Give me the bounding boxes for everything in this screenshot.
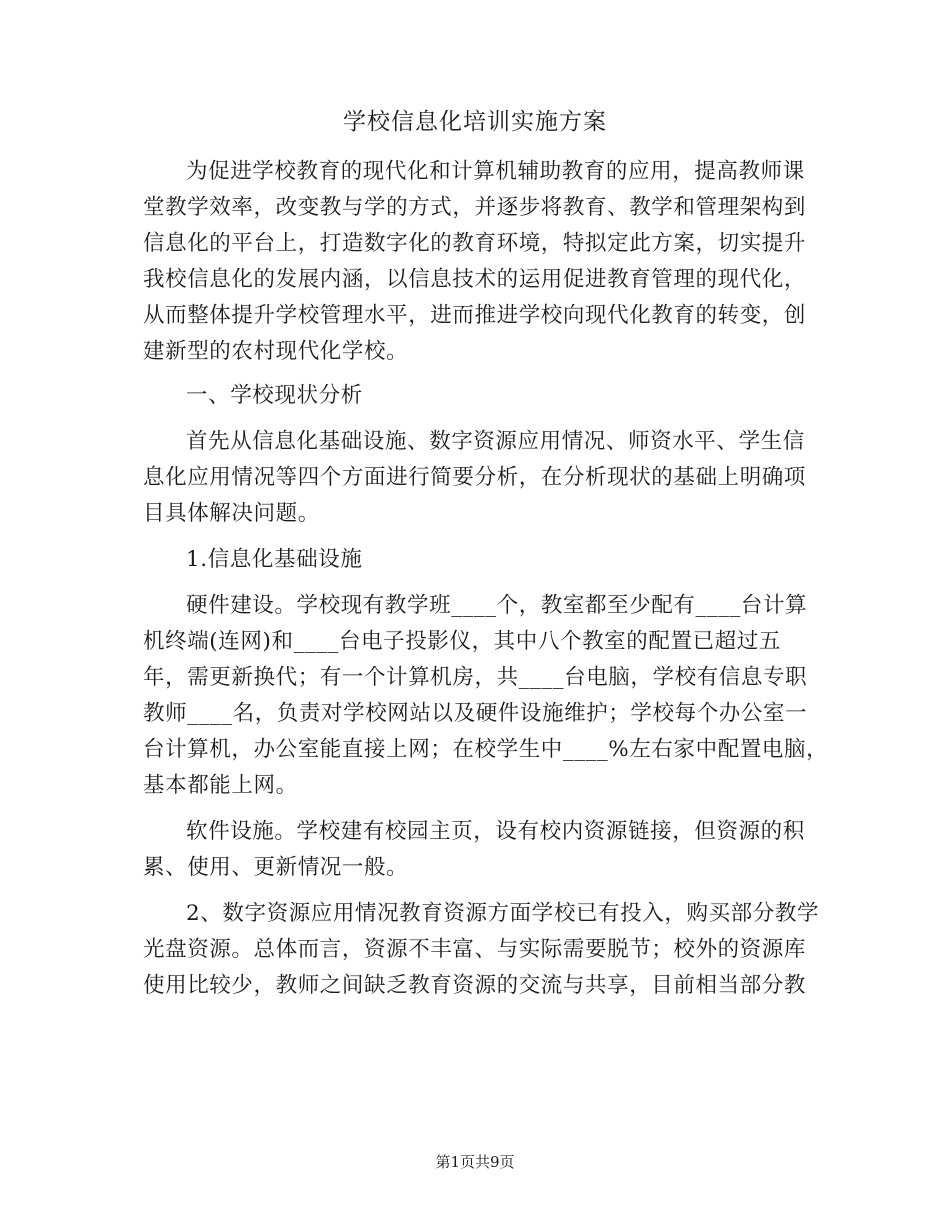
body-line: 目具体解决问题。: [143, 501, 320, 526]
body-line: 教师____名，负责对学校网站以及硬件设施维护；学校每个办公室一: [143, 701, 808, 726]
body-line: 首先从信息化基础设施、数字资源应用情况、师资水平、学生信: [186, 429, 805, 454]
body-line: 硬件建设。学校现有教学班____个，教室都至少配有____台计算: [186, 593, 808, 618]
body-line: 我校信息化的发展内涵，以信息技术的运用促进教育管理的现代化，: [143, 267, 807, 292]
body-line: 从而整体提升学校管理水平，进而推进学校向现代化教育的转变，创: [143, 303, 807, 328]
body-line: 基本都能上网。: [143, 773, 298, 798]
page-number: 第1页共9页: [435, 1153, 515, 1171]
document-title: 学校信息化培训实施方案: [343, 109, 607, 135]
body-line: 2、数字资源应用情况教育资源方面学校已有投入，购买部分教学: [186, 901, 820, 926]
body-line: 堂教学效率，改变教与学的方式，并逐步将教育、教学和管理架构到: [143, 195, 807, 220]
body-line: 软件设施。学校建有校园主页，设有校内资源链接，但资源的积: [186, 819, 805, 844]
body-line: 息化应用情况等四个方面进行简要分析，在分析现状的基础上明确项: [143, 465, 807, 490]
body-line: 光盘资源。总体而言，资源不丰富、与实际需要脱节；校外的资源库: [143, 937, 807, 962]
body-line: 为促进学校教育的现代化和计算机辅助教育的应用，提高教师课: [186, 159, 805, 184]
body-line: 年，需更新换代；有一个计算机房，共____台电脑，学校有信息专职: [143, 665, 808, 690]
body-line: 建新型的农村现代化学校。: [143, 339, 409, 364]
body-line: 使用比较少，教师之间缺乏教育资源的交流与共享，目前相当部分教: [143, 973, 807, 998]
section-heading: 一、学校现状分析: [186, 383, 363, 408]
body-line: 累、使用、更新情况一般。: [143, 855, 409, 880]
body-line: 信息化的平台上，打造数字化的教育环境，特拟定此方案，切实提升: [143, 231, 807, 256]
subsection-heading: 1.信息化基础设施: [186, 547, 363, 572]
body-line: 机终端(连网)和____台电子投影仪，其中八个教室的配置已超过五: [143, 629, 781, 654]
body-line: 台计算机，办公室能直接上网；在校学生中____%左右家中配置电脑，: [143, 737, 829, 762]
